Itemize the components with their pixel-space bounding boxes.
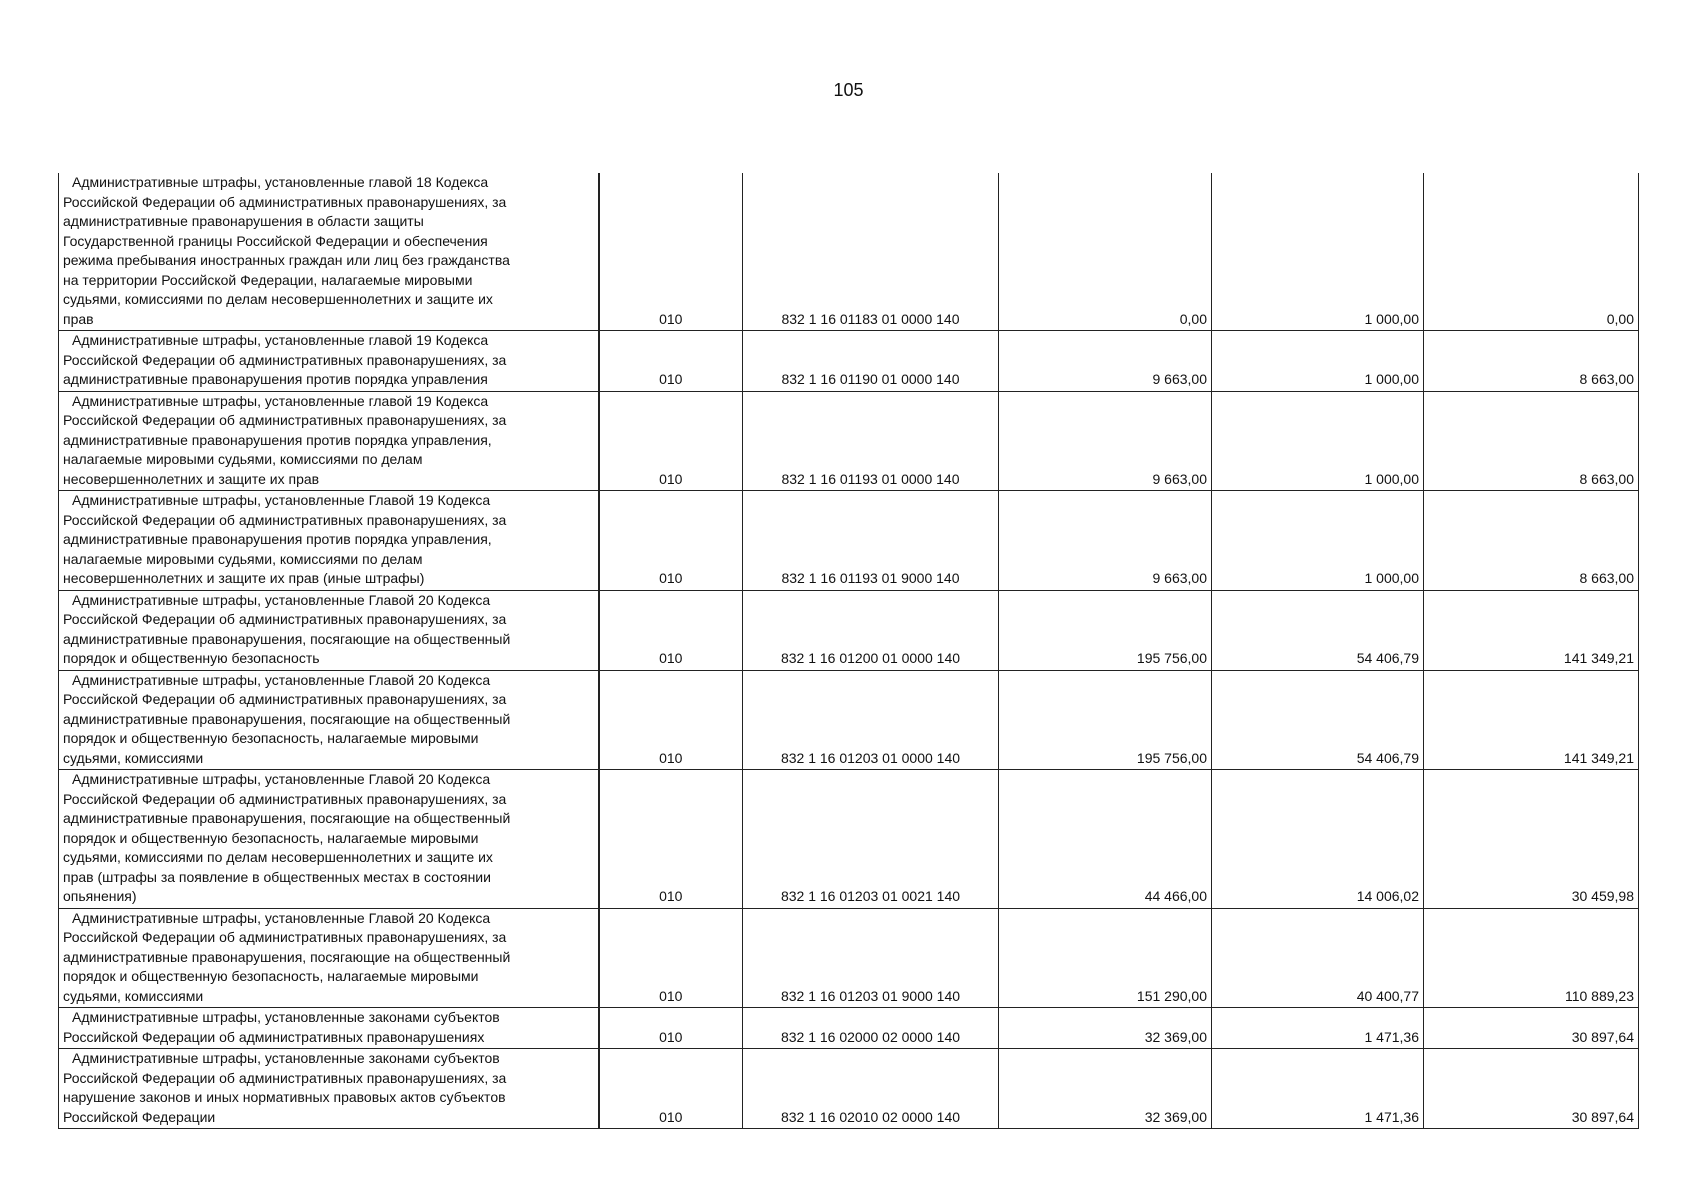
row-line-code: 010 xyxy=(599,1008,743,1049)
row-executed-amount: 1 000,00 xyxy=(1212,491,1424,591)
row-income-code: 832 1 16 01193 01 0000 140 xyxy=(743,391,999,491)
row-executed-amount: 1 000,00 xyxy=(1212,331,1424,392)
table-row xyxy=(59,1049,1639,1129)
row-description: Административные штрафы, установленные главой 19 Кодекса Российской Федерации об административных правонарушениях, за административные правонарушения против порядка управления xyxy=(59,331,599,392)
income-report-table xyxy=(58,173,1639,1129)
row-unexecuted-amount: 8 663,00 xyxy=(1424,491,1639,591)
row-line-code: 010 xyxy=(599,491,743,591)
row-unexecuted-amount: 110 889,23 xyxy=(1424,908,1639,1008)
row-approved-amount: 9 663,00 xyxy=(999,331,1212,392)
row-income-code: 832 1 16 02010 02 0000 140 xyxy=(743,1049,999,1129)
row-line-code: 010 xyxy=(599,391,743,491)
row-income-code: 832 1 16 01203 01 0000 140 xyxy=(743,670,999,770)
row-unexecuted-amount: 141 349,21 xyxy=(1424,590,1639,670)
row-approved-amount: 44 466,00 xyxy=(999,770,1212,909)
table-row xyxy=(59,908,1639,1008)
table-row xyxy=(59,590,1639,670)
row-description: Административные штрафы, установленные главой 19 Кодекса Российской Федерации об административных правонарушениях, за административные правонарушения против порядка управления, налагаемые мировыми судьями, комиссиями по делам несовершеннолетних и защите их прав xyxy=(59,391,599,491)
row-line-code: 010 xyxy=(599,331,743,392)
row-income-code: 832 1 16 01203 01 9000 140 xyxy=(743,908,999,1008)
row-executed-amount: 1 000,00 xyxy=(1212,391,1424,491)
table-row xyxy=(59,1008,1639,1049)
row-executed-amount: 54 406,79 xyxy=(1212,590,1424,670)
table-row xyxy=(59,391,1639,491)
row-description: Административные штрафы, установленные законами субъектов Российской Федерации об административных правонарушениях, за нарушение законов и иных нормативных правовых актов субъектов Российской Федерации xyxy=(59,1049,599,1129)
row-income-code: 832 1 16 01203 01 0021 140 xyxy=(743,770,999,909)
row-unexecuted-amount: 30 897,64 xyxy=(1424,1008,1639,1049)
row-income-code: 832 1 16 01190 01 0000 140 xyxy=(743,331,999,392)
row-unexecuted-amount: 141 349,21 xyxy=(1424,670,1639,770)
row-description: Административные штрафы, установленные Главой 19 Кодекса Российской Федерации об административных правонарушениях, за административные правонарушения против порядка управления, налагаемые мировыми судьями, комиссиями по делам несовершеннолетних и защите их прав (иные штрафы) xyxy=(59,491,599,591)
row-unexecuted-amount: 8 663,00 xyxy=(1424,331,1639,392)
row-approved-amount: 0,00 xyxy=(999,173,1212,331)
table-row xyxy=(59,173,1639,331)
row-executed-amount: 54 406,79 xyxy=(1212,670,1424,770)
row-approved-amount: 9 663,00 xyxy=(999,491,1212,591)
row-line-code: 010 xyxy=(599,590,743,670)
row-executed-amount: 40 400,77 xyxy=(1212,908,1424,1008)
row-line-code: 010 xyxy=(599,770,743,909)
row-line-code: 010 xyxy=(599,670,743,770)
row-approved-amount: 195 756,00 xyxy=(999,670,1212,770)
row-income-code: 832 1 16 01183 01 0000 140 xyxy=(743,173,999,331)
row-approved-amount: 32 369,00 xyxy=(999,1008,1212,1049)
row-description: Административные штрафы, установленные Главой 20 Кодекса Российской Федерации об административных правонарушениях, за административные правонарушения, посягающие на общественный порядок и общественную безопасность xyxy=(59,590,599,670)
row-line-code: 010 xyxy=(599,1049,743,1129)
row-description: Административные штрафы, установленные Главой 20 Кодекса Российской Федерации об административных правонарушениях, за административные правонарушения, посягающие на общественный порядок и общественную безопасность, налагаемые мировыми судьями, комиссиями по делам несовершеннолетних и защите их прав (штрафы за появление в общественных местах в состоянии опьянения) xyxy=(59,770,599,909)
row-executed-amount: 1 000,00 xyxy=(1212,173,1424,331)
table-row xyxy=(59,491,1639,591)
row-unexecuted-amount: 30 897,64 xyxy=(1424,1049,1639,1129)
page-number: 105 xyxy=(833,80,864,100)
table-row xyxy=(59,770,1639,909)
row-description: Административные штрафы, установленные главой 18 Кодекса Российской Федерации об административных правонарушениях, за административные правонарушения в области защиты Государственной границы Российской Федерации и обеспечения режима пребывания иностранных граждан или лиц без гражданства на территории Российской Федерации, налагаемые мировыми судьями, комиссиями по делам несовершеннолетних и защите их прав xyxy=(59,173,599,331)
row-description: Административные штрафы, установленные Главой 20 Кодекса Российской Федерации об административных правонарушениях, за административные правонарушения, посягающие на общественный порядок и общественную безопасность, налагаемые мировыми судьями, комиссиями xyxy=(59,670,599,770)
row-executed-amount: 14 006,02 xyxy=(1212,770,1424,909)
row-unexecuted-amount: 30 459,98 xyxy=(1424,770,1639,909)
row-approved-amount: 195 756,00 xyxy=(999,590,1212,670)
row-executed-amount: 1 471,36 xyxy=(1212,1049,1424,1129)
row-income-code: 832 1 16 01200 01 0000 140 xyxy=(743,590,999,670)
row-description: Административные штрафы, установленные Главой 20 Кодекса Российской Федерации об административных правонарушениях, за административные правонарушения, посягающие на общественный порядок и общественную безопасность, налагаемые мировыми судьями, комиссиями xyxy=(59,908,599,1008)
table-row xyxy=(59,670,1639,770)
row-executed-amount: 1 471,36 xyxy=(1212,1008,1424,1049)
row-approved-amount: 32 369,00 xyxy=(999,1049,1212,1129)
row-approved-amount: 151 290,00 xyxy=(999,908,1212,1008)
row-income-code: 832 1 16 01193 01 9000 140 xyxy=(743,491,999,591)
row-unexecuted-amount: 0,00 xyxy=(1424,173,1639,331)
row-income-code: 832 1 16 02000 02 0000 140 xyxy=(743,1008,999,1049)
row-approved-amount: 9 663,00 xyxy=(999,391,1212,491)
report-table-body xyxy=(59,173,1639,1129)
row-line-code: 010 xyxy=(599,908,743,1008)
row-line-code: 010 xyxy=(599,173,743,331)
row-description: Административные штрафы, установленные законами субъектов Российской Федерации об административных правонарушениях xyxy=(59,1008,599,1049)
table-row xyxy=(59,331,1639,392)
row-unexecuted-amount: 8 663,00 xyxy=(1424,391,1639,491)
